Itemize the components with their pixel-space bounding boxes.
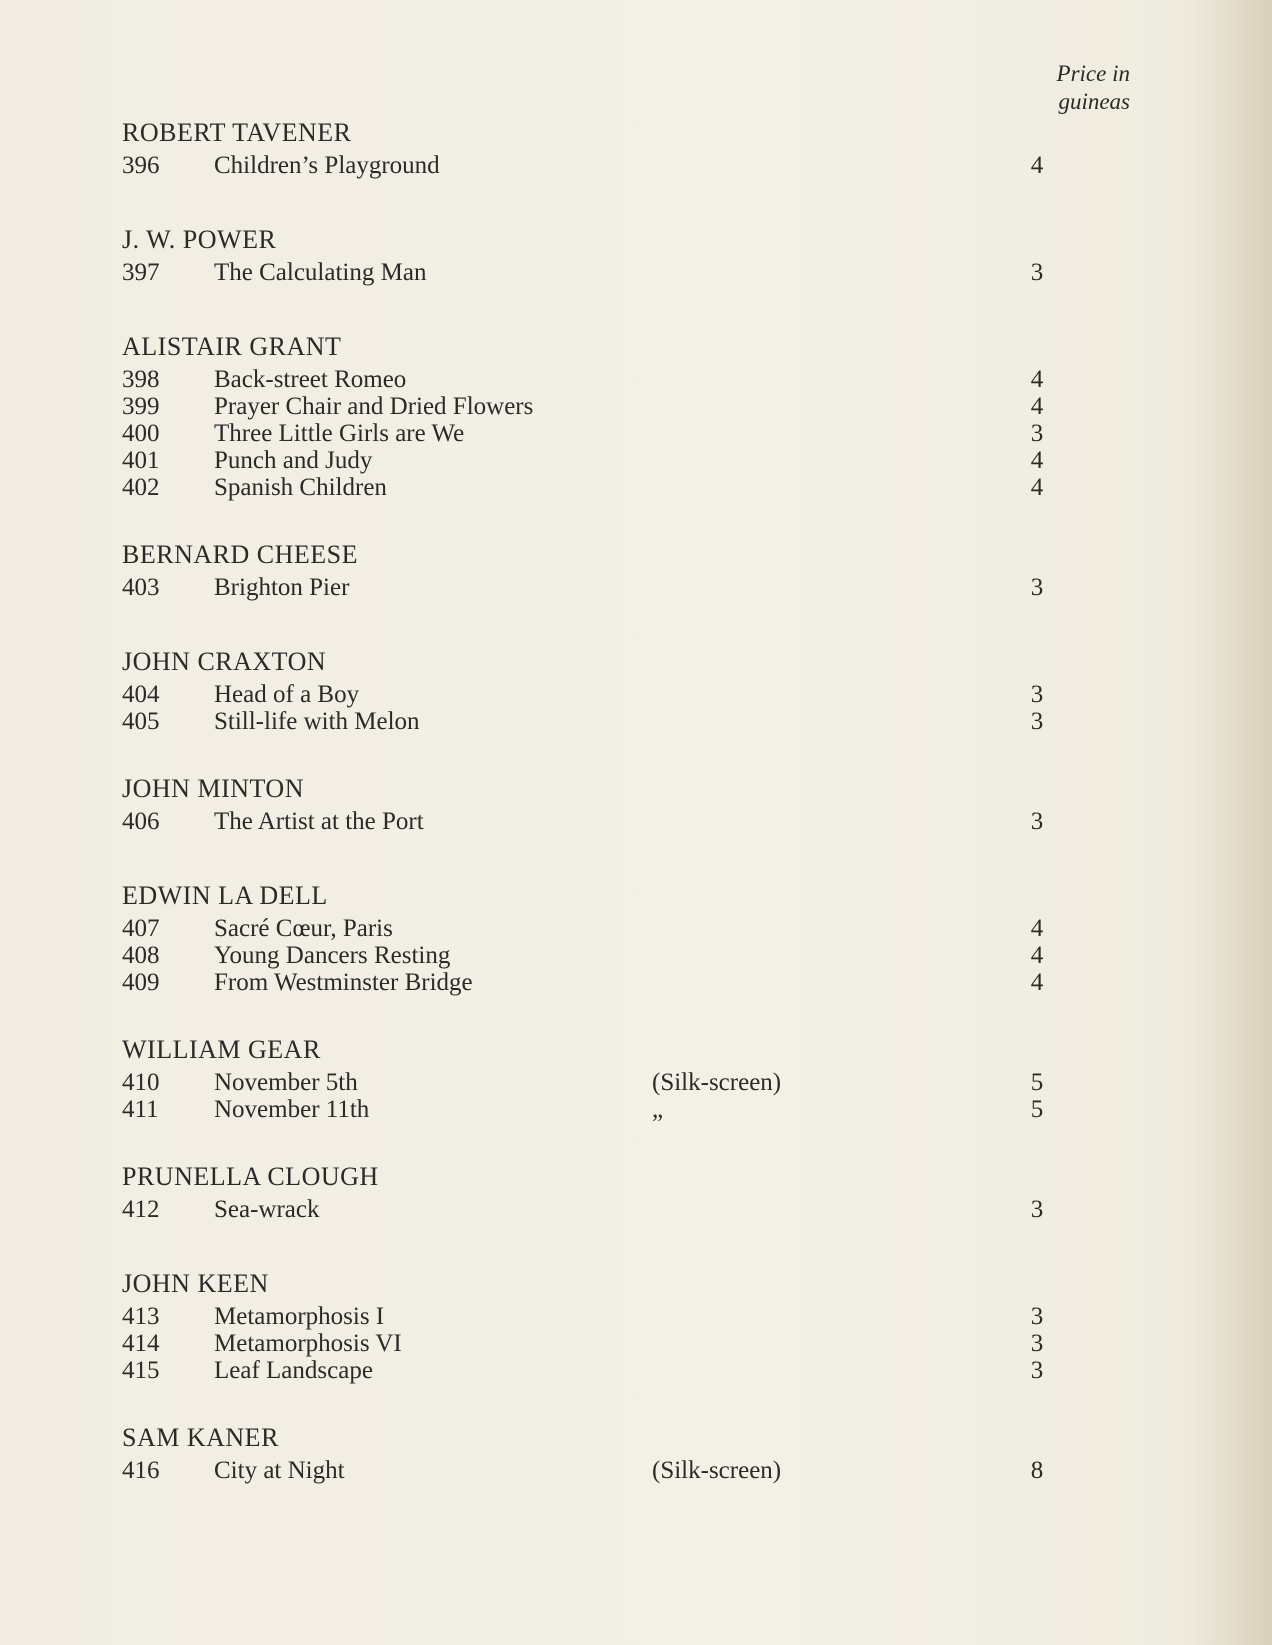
artist-section [122, 332, 1122, 501]
artist-section [122, 1035, 1122, 1123]
entry-num: 406 [122, 808, 160, 835]
entry-num: 413 [122, 1303, 160, 1330]
entry-price: 4 [1030, 393, 1044, 420]
catalogue-entry [122, 259, 1122, 293]
entry-num: 401 [122, 447, 160, 474]
entry-title: The Artist at the Port [214, 808, 424, 835]
artist-section [122, 647, 1122, 735]
catalogue-entry [122, 152, 1122, 186]
entry-price: 4 [1030, 915, 1044, 942]
price-header-line1: Price in [1056, 61, 1130, 86]
catalogue-entry [122, 1357, 1122, 1384]
entry-title: Children’s Playground [214, 152, 440, 179]
entry-price: 4 [1030, 474, 1044, 501]
entry-title: City at Night [214, 1457, 345, 1484]
catalogue-list [122, 118, 1122, 1530]
entry-num: 407 [122, 915, 160, 942]
entry-price: 3 [1030, 420, 1044, 447]
artist-section [122, 774, 1122, 842]
catalogue-entry [122, 915, 1122, 942]
entry-price: 4 [1030, 152, 1044, 179]
artist-section [122, 1269, 1122, 1384]
entry-title: Prayer Chair and Dried Flowers [214, 393, 534, 420]
catalogue-entry [122, 708, 1122, 735]
entry-num: 410 [122, 1069, 160, 1096]
entry-num: 396 [122, 152, 160, 179]
artist-name: PRUNELLA CLOUGH [122, 1162, 379, 1191]
artist-name: EDWIN LA DELL [122, 881, 328, 910]
artist-section [122, 881, 1122, 996]
price-header-line2: guineas [1058, 89, 1130, 114]
entry-price: 3 [1030, 259, 1044, 286]
catalogue-entry [122, 366, 1122, 393]
catalogue-entry [122, 1196, 1122, 1230]
entry-title: Brighton Pier [214, 574, 350, 601]
catalogue-entry [122, 447, 1122, 474]
artist-name: ROBERT TAVENER [122, 118, 352, 147]
entry-price: 5 [1030, 1069, 1044, 1096]
entry-num: 397 [122, 259, 160, 286]
entry-num: 411 [122, 1096, 159, 1123]
artist-name: JOHN CRAXTON [122, 647, 327, 676]
entry-num: 400 [122, 420, 160, 447]
catalogue-entry [122, 1457, 1122, 1491]
catalogue-entry [122, 1096, 1122, 1123]
catalogue-entry [122, 808, 1122, 842]
entry-title: Metamorphosis I [214, 1303, 385, 1330]
entry-title: Sea-wrack [214, 1196, 320, 1223]
entry-note: (Silk-screen) [652, 1069, 782, 1096]
entry-price: 3 [1030, 1330, 1044, 1357]
entry-title: Back-street Romeo [214, 366, 407, 393]
entry-price: 4 [1030, 969, 1044, 996]
entry-title: November 11th [214, 1096, 370, 1123]
artist-name: ALISTAIR GRANT [122, 332, 342, 361]
entry-price: 3 [1030, 808, 1044, 835]
artist-section [122, 1162, 1122, 1230]
catalogue-entry [122, 1069, 1122, 1096]
entry-num: 408 [122, 942, 160, 969]
artist-section [122, 118, 1122, 186]
price-column-header [1000, 60, 1130, 116]
entry-num: 399 [122, 393, 160, 420]
entry-price: 8 [1030, 1457, 1044, 1484]
entry-num: 402 [122, 474, 160, 501]
entry-title: The Calculating Man [214, 259, 427, 286]
artist-name: SAM KANER [122, 1423, 279, 1452]
entry-num: 415 [122, 1357, 160, 1384]
entry-price: 3 [1030, 1196, 1044, 1223]
entry-num: 414 [122, 1330, 160, 1357]
artist-name: WILLIAM GEAR [122, 1035, 321, 1064]
artist-name: J. W. POWER [122, 225, 277, 254]
artist-section [122, 225, 1122, 293]
entry-title: Sacré Cœur, Paris [214, 915, 393, 942]
entry-price: 4 [1030, 366, 1044, 393]
catalogue-entry [122, 420, 1122, 447]
entry-title: Head of a Boy [214, 681, 360, 708]
catalogue-entry [122, 681, 1122, 708]
entry-price: 3 [1030, 574, 1044, 601]
catalogue-entry [122, 393, 1122, 420]
artist-section [122, 540, 1122, 608]
entry-num: 404 [122, 681, 160, 708]
entry-num: 403 [122, 574, 160, 601]
entry-price: 3 [1030, 708, 1044, 735]
entry-note: „ [652, 1096, 664, 1123]
entry-num: 398 [122, 366, 160, 393]
catalogue-entry [122, 574, 1122, 608]
entry-title: Metamorphosis VI [214, 1330, 402, 1357]
entry-price: 5 [1030, 1096, 1044, 1123]
entry-title: Young Dancers Resting [214, 942, 451, 969]
entry-title: Spanish Children [214, 474, 387, 501]
entry-title: Punch and Judy [214, 447, 373, 474]
entry-title: From Westminster Bridge [214, 969, 473, 996]
entry-title: Still-life with Melon [214, 708, 420, 735]
entry-price: 3 [1030, 681, 1044, 708]
entry-title: November 5th [214, 1069, 358, 1096]
entry-num: 409 [122, 969, 160, 996]
entry-num: 416 [122, 1457, 160, 1484]
catalogue-entry [122, 474, 1122, 501]
artist-name: JOHN MINTON [122, 774, 304, 803]
entry-price: 3 [1030, 1357, 1044, 1384]
entry-price: 3 [1030, 1303, 1044, 1330]
catalogue-entry [122, 969, 1122, 996]
artist-name: BERNARD CHEESE [122, 540, 358, 569]
entry-title: Leaf Landscape [214, 1357, 373, 1384]
entry-title: Three Little Girls are We [214, 420, 465, 447]
entry-price: 4 [1030, 447, 1044, 474]
catalogue-entry [122, 1303, 1122, 1330]
catalogue-entry [122, 1330, 1122, 1357]
entry-num: 405 [122, 708, 160, 735]
artist-section [122, 1423, 1122, 1491]
entry-price: 4 [1030, 942, 1044, 969]
artist-name: JOHN KEEN [122, 1269, 269, 1298]
entry-note: (Silk-screen) [652, 1457, 782, 1484]
catalogue-entry [122, 942, 1122, 969]
entry-num: 412 [122, 1196, 160, 1223]
